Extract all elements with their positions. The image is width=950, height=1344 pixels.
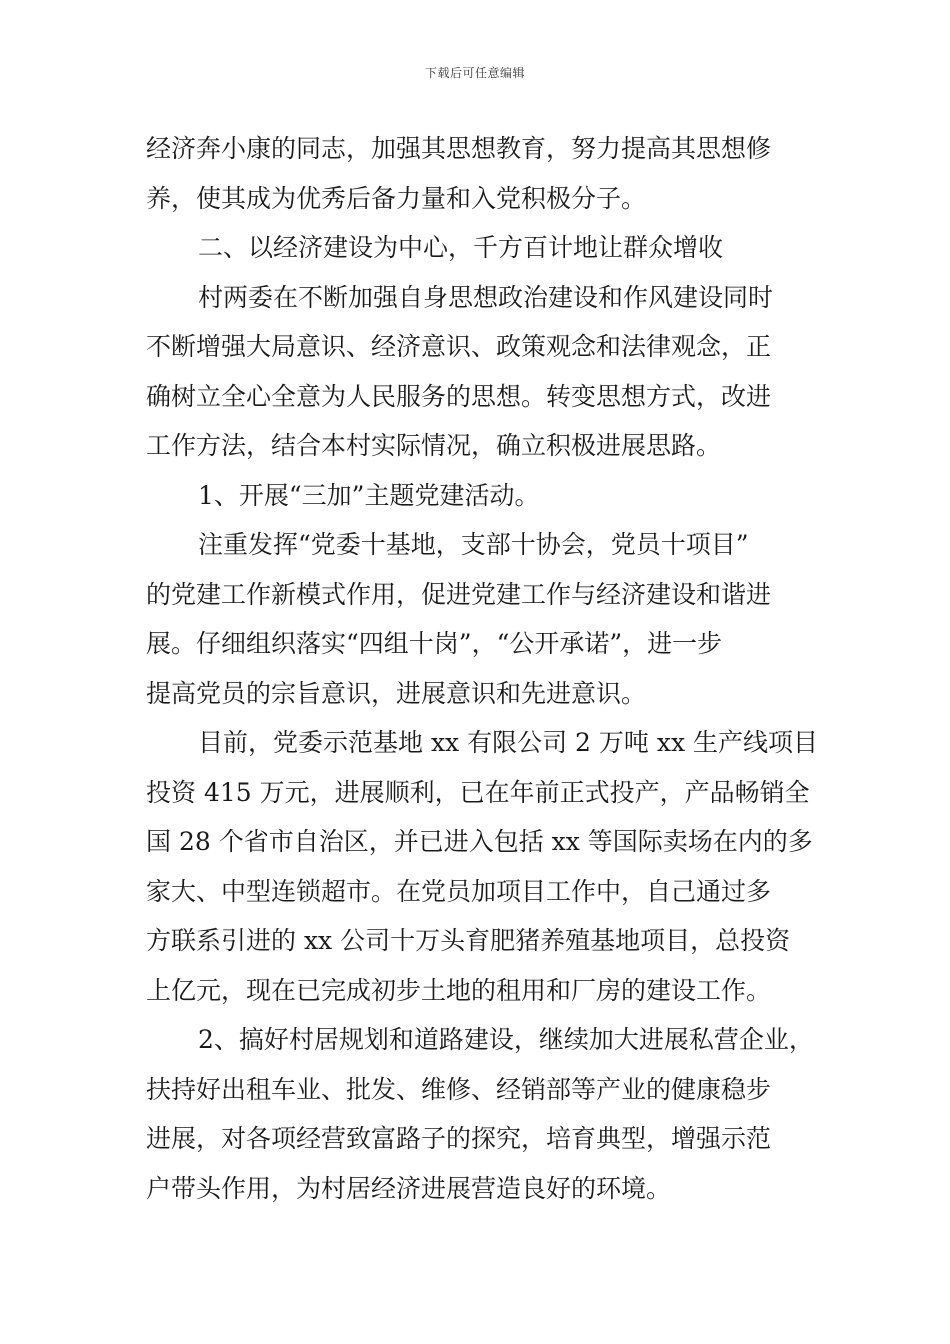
text-line: 进展，对各项经营致富路子的探究，培育典型，增强示范 xyxy=(146,1124,772,1153)
text-line: 注重发挥“党委十基地，支部十协会，党员十项目” xyxy=(198,530,749,559)
text-line: 投资 415 万元，进展顺利，已在年前正式投产，产品畅销全 xyxy=(146,777,810,807)
subsection-heading: 2、搞好村居规划和道路建设，继续加大进展私营企业， xyxy=(198,1025,814,1054)
text-line: 方联系引进的 xx 公司十万头育肥猪养殖基地项目，总投资 xyxy=(146,926,791,955)
text-line: 村两委在不断加强自身思想政治建设和作风建设同时 xyxy=(198,282,774,312)
page-header: 下载后可任意编辑 xyxy=(424,66,525,80)
text-line: 养，使其成为优秀后备力量和入党积极分子。 xyxy=(146,183,647,213)
text-line: 扶持好出租车业、批发、维修、经销部等产业的健康稳步 xyxy=(146,1074,772,1104)
text-line: 展。仔细组织落实“四组十岗”，“公开承诺”，进一步 xyxy=(146,629,723,658)
section-heading: 二、以经济建设为中心，千方百计地让群众增收 xyxy=(198,233,724,262)
text-line: 户带头作用，为村居经济进展营造良好的环境。 xyxy=(146,1173,672,1203)
text-line: 确树立全心全意为人民服务的思想。转变思想方式，改进 xyxy=(146,381,772,411)
subsection-heading: 1、开展“三加”主题党建活动。 xyxy=(198,480,540,510)
text-line: 家大、中型连锁超市。在党员加项目工作中，自己通过多 xyxy=(146,876,772,906)
text-line: 目前，党委示范基地 xx 有限公司 2 万吨 xx 生产线项目 xyxy=(198,728,818,757)
text-line: 工作方法，结合本村实际情况，确立积极进展思路。 xyxy=(146,431,722,460)
document-body xyxy=(146,124,818,1213)
text-line: 提高党员的宗旨意识，进展意识和先进意识。 xyxy=(146,678,647,708)
text-line: 的党建工作新模式作用，促进党建工作与经济建设和谐进 xyxy=(146,579,772,609)
text-line: 经济奔小康的同志，加强其思想教育，努力提高其思想修 xyxy=(146,134,772,163)
text-line: 国 28 个省市自治区，并已进入包括 xx 等国际卖场在内的多 xyxy=(146,827,813,856)
text-line: 不断增强大局意识、经济意识、政策观念和法律观念，正 xyxy=(146,332,772,361)
text-line: 上亿元，现在已完成初步土地的租用和厂房的建设工作。 xyxy=(146,975,772,1005)
